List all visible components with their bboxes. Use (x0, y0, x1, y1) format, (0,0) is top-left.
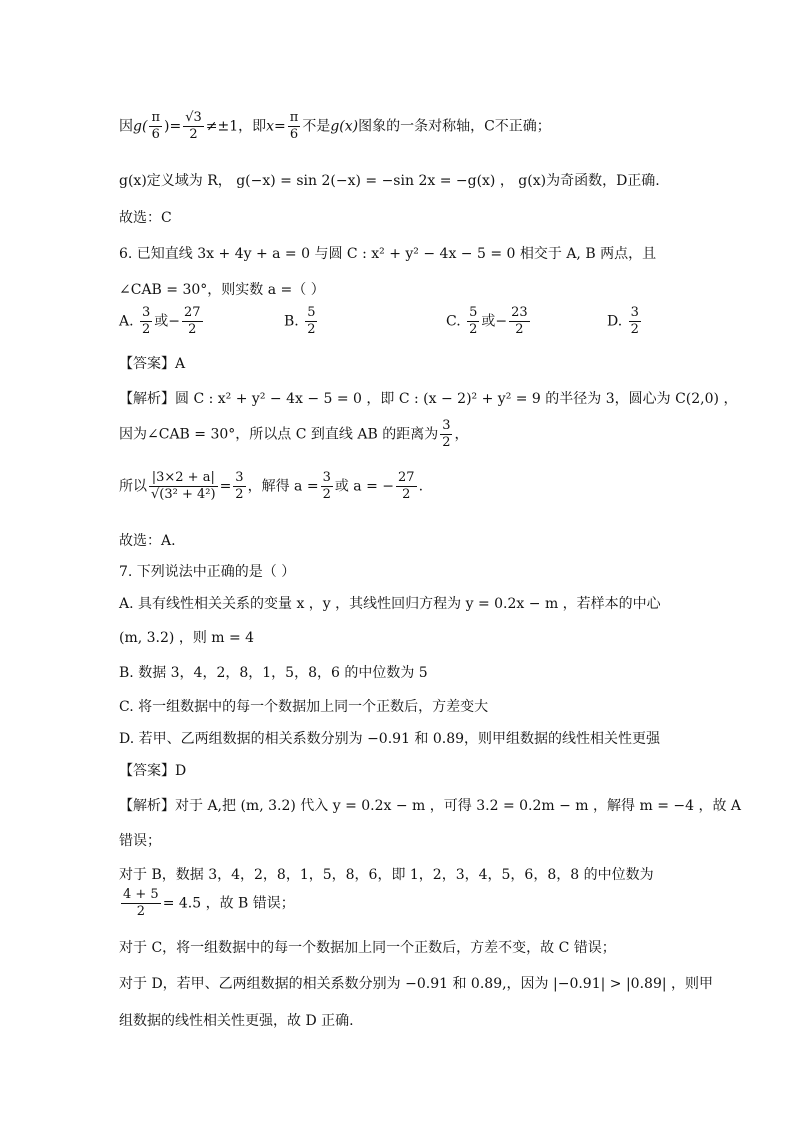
numerator: |3×2 + a| (149, 470, 218, 487)
numerator: 23 (511, 305, 528, 320)
math: = (219, 478, 232, 495)
fraction (396, 470, 417, 503)
fraction (149, 110, 162, 143)
fraction (121, 887, 161, 920)
text: ， (454, 426, 469, 443)
q7-option-b: B. 数据 3，4，2，8，1，5，8，6 的中位数为 5 (119, 665, 428, 681)
fraction (467, 305, 479, 338)
text: = 4.5 ，故 B 错误； (162, 895, 295, 912)
denominator: 2 (189, 127, 198, 142)
q6-solution-3 (119, 470, 423, 503)
numerator: 3 (630, 305, 639, 320)
fraction (509, 305, 530, 338)
q7-option-a-2: (m, 3.2) ，则 m = 4 (119, 630, 255, 646)
text: ≠±1，即 (205, 118, 267, 135)
q7-solution-2: 错误； (119, 833, 161, 849)
prev-line-2: g(x)定义域为 R， g(−x) = sin 2(−x) = −sin 2x = −g(x) ， g(x)为奇函数，D正确. (119, 173, 660, 189)
numerator: 4 + 5 (123, 887, 159, 902)
text: 因为∠CAB = 30°，所以点 C 到直线 AB 的距离为 (119, 426, 439, 443)
q7-solution-5: 对于 C，将一组数据中的每一个数据加上同一个正数后，方差不变，故 C 错误； (119, 940, 616, 956)
numerator: π (151, 110, 160, 125)
denominator: √(3² + 4²) (151, 487, 216, 502)
numerator: π (289, 110, 299, 125)
q6-conclusion: 故选：A. (119, 533, 176, 549)
denominator: 2 (136, 904, 145, 919)
q6-solution-2 (119, 418, 468, 451)
numerator: 5 (469, 305, 478, 320)
fraction (288, 110, 301, 143)
denominator: 2 (188, 322, 197, 337)
prev-conclusion: 故选：C (119, 210, 172, 226)
numerator: 3 (322, 470, 331, 485)
q7-solution-3: 对于 B，数据 3，4，2，8，1，5，8，6，即 1，2，3，4，5，6，8，8 的中位数为 (119, 867, 654, 883)
denominator: 2 (142, 322, 151, 337)
q6-option-a (119, 305, 205, 338)
fraction (149, 470, 218, 503)
q6-answer: 【答案】A (119, 356, 186, 372)
numerator: 27 (398, 470, 415, 485)
text: 图象的一条对称轴，C不正确； (358, 118, 551, 135)
math: x (266, 118, 275, 135)
math: = (274, 118, 286, 135)
fraction (440, 418, 452, 451)
q6-stem-2: ∠CAB = 30°，则实数 a =（ ） (119, 282, 325, 298)
numerator: 27 (184, 305, 201, 320)
denominator: 2 (235, 487, 244, 502)
text: 所以 (119, 478, 147, 495)
denominator: 2 (307, 322, 316, 337)
math: )= (163, 118, 182, 135)
q7-option-a-1: A. 具有线性相关关系的变量 x ，y ，其线性回归方程为 y = 0.2x − m ，若样本的中心 (119, 596, 661, 612)
math: g( (133, 118, 148, 135)
text: ，解得 a = (247, 478, 319, 495)
option-label: C. (446, 313, 461, 330)
q6-solution-1: 【解析】圆 C : x² + y² − 4x − 5 = 0 ，即 C : (x − 2)² + y² = 9 的半径为 3，圆心为 C(2,0) ， (119, 391, 738, 407)
numerator: 3 (142, 305, 151, 320)
denominator: 6 (289, 127, 299, 142)
q7-solution-4 (119, 887, 295, 920)
q7-stem: 7. 下列说法中正确的是（ ） (119, 564, 296, 580)
denominator: 2 (402, 487, 411, 502)
q7-option-c: C. 将一组数据中的每一个数据加上同一个正数后，方差变大 (119, 699, 489, 715)
denominator: 2 (630, 322, 639, 337)
q6-stem-1: 6. 已知直线 3x + 4y + a = 0 与圆 C : x² + y² − 4x − 5 = 0 相交于 A, B 两点，且 (119, 246, 657, 262)
fraction (305, 305, 317, 338)
option-label: D. (607, 313, 623, 330)
denominator: 2 (322, 487, 331, 502)
q7-solution-6: 对于 D，若甲、乙两组数据的相关系数分别为 −0.91 和 0.89,，因为 |−0.91| > |0.89| ，则甲 (119, 976, 714, 992)
numerator: 3 (442, 418, 451, 433)
text: 因 (119, 118, 133, 135)
q6-option-d (607, 305, 643, 338)
text: 不是 (302, 118, 331, 135)
text: 或− (154, 313, 181, 330)
option-label: A. (119, 313, 134, 330)
fraction (233, 470, 245, 503)
denominator: 6 (151, 127, 160, 142)
denominator: 2 (515, 322, 524, 337)
denominator: 2 (469, 322, 478, 337)
fraction (182, 305, 203, 338)
denominator: 2 (442, 435, 451, 450)
q6-option-c (446, 305, 532, 338)
option-label: B. (284, 313, 299, 330)
text: 或 a = − (334, 478, 395, 495)
text: . (418, 478, 424, 495)
fraction (140, 305, 152, 338)
q7-option-d: D. 若甲、乙两组数据的相关系数分别为 −0.91 和 0.89，则甲组数据的线性相关性更强 (119, 731, 661, 747)
q7-solution-7: 组数据的线性相关性更强，故 D 正确. (119, 1013, 354, 1029)
prev-line-1 (119, 110, 551, 143)
fraction (629, 305, 641, 338)
fraction (183, 110, 204, 143)
q7-solution-1: 【解析】对于 A,把 (m, 3.2) 代入 y = 0.2x − m ，可得 3.2 = 0.2m − m ，解得 m = −4 ，故 A (119, 798, 742, 814)
q6-option-b (284, 305, 319, 338)
text: 或− (481, 313, 508, 330)
fraction (321, 470, 333, 503)
numerator: √3 (185, 110, 202, 125)
numerator: 3 (235, 470, 244, 485)
math: g(x) (330, 118, 359, 135)
numerator: 5 (307, 305, 316, 320)
q7-answer: 【答案】D (119, 763, 187, 779)
